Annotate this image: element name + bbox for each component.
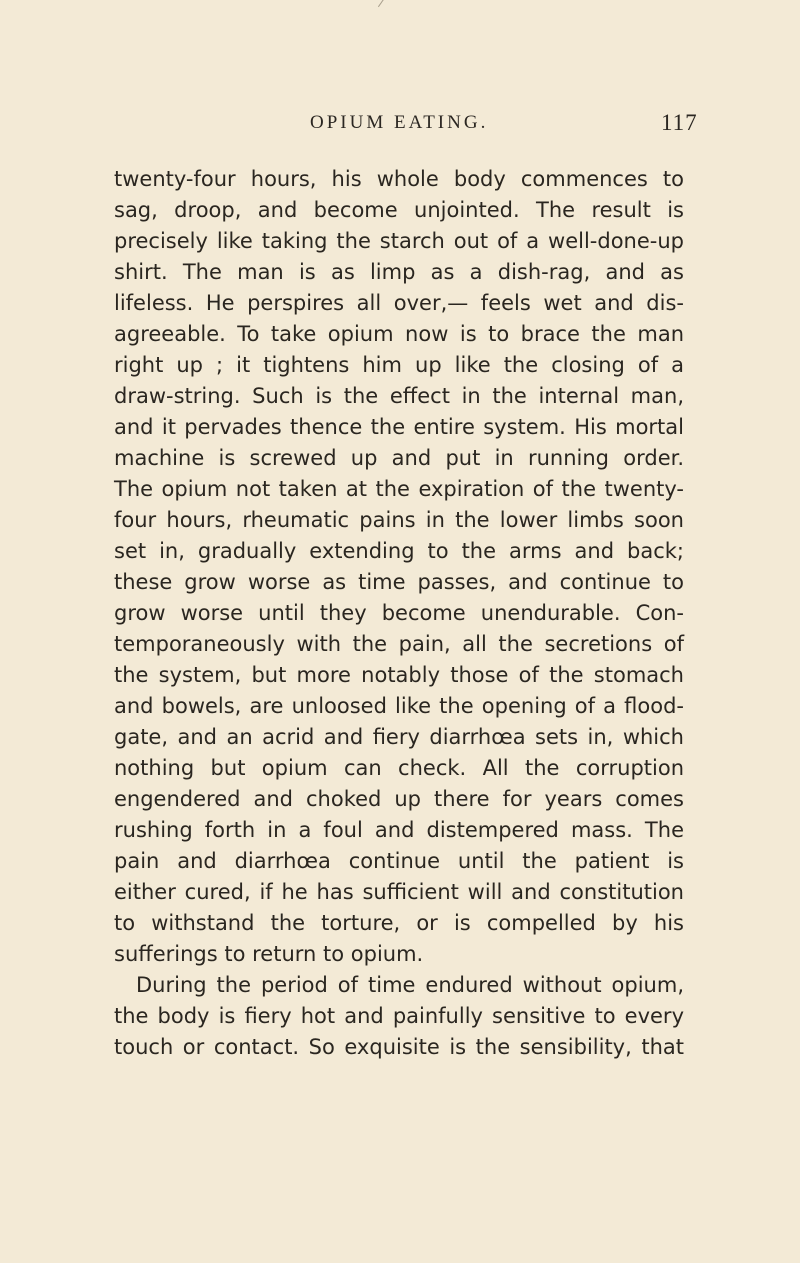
text-line: these grow worse as time passes, and continue to [114, 570, 684, 594]
text-line: machine is screwed up and put in running order. [114, 446, 684, 470]
text-line: gate, and an acrid and fiery diarrhœa sets in, which [114, 725, 684, 749]
page-header [0, 112, 800, 144]
text-line: the system, but more notably those of the stomach [114, 663, 684, 687]
text-line: temporaneously with the pain, all the secretions of [114, 632, 684, 656]
text-line: precisely like taking the starch out of a well-done-up [114, 229, 684, 253]
text-line: either cured, if he has sufficient will and constitution [114, 880, 684, 904]
running-head: OPIUM EATING. [310, 112, 489, 133]
text-line: right up ; it tightens him up like the closing of a [114, 353, 684, 377]
text-line: agreeable. To take opium now is to brace the man [114, 322, 684, 346]
text-line: During the period of time endured without opium, [136, 973, 684, 997]
text-line: engendered and choked up there for years comes [114, 787, 684, 811]
text-line: pain and diarrhœa continue until the patient is [114, 849, 684, 873]
text-line: set in, gradually extending to the arms and back; [114, 539, 684, 563]
text-line: rushing forth in a foul and distempered mass. The [114, 818, 684, 842]
margin-mark [378, 0, 391, 12]
text-line: shirt. The man is as limp as a dish-rag, and as [114, 260, 684, 284]
text-line: The opium not taken at the expiration of the twenty- [114, 477, 684, 501]
text-line: nothing but opium can check. All the corruption [114, 756, 684, 780]
text-line: to withstand the torture, or is compelled by his [114, 911, 684, 935]
text-line: touch or contact. So exquisite is the sensibility, that [114, 1035, 684, 1059]
text-line: four hours, rheumatic pains in the lower limbs soon [114, 508, 684, 532]
text-line: and bowels, are unloosed like the opening of a flood- [114, 694, 684, 718]
body-text [114, 164, 684, 1063]
text-line: sufferings to return to opium. [114, 942, 424, 966]
text-line: grow worse until they become unendurable. Con- [114, 601, 684, 625]
text-line: lifeless. He perspires all over,— feels wet and dis- [114, 291, 684, 315]
text-line: twenty-four hours, his whole body commences to [114, 167, 684, 191]
text-line: the body is fiery hot and painfully sensitive to every [114, 1004, 684, 1028]
text-line: sag, droop, and become unjointed. The result is [114, 198, 684, 222]
page-number: 117 [661, 110, 698, 135]
text-line: draw-string. Such is the effect in the internal man, [114, 384, 684, 408]
text-line: and it pervades thence the entire system. His mortal [114, 415, 684, 439]
